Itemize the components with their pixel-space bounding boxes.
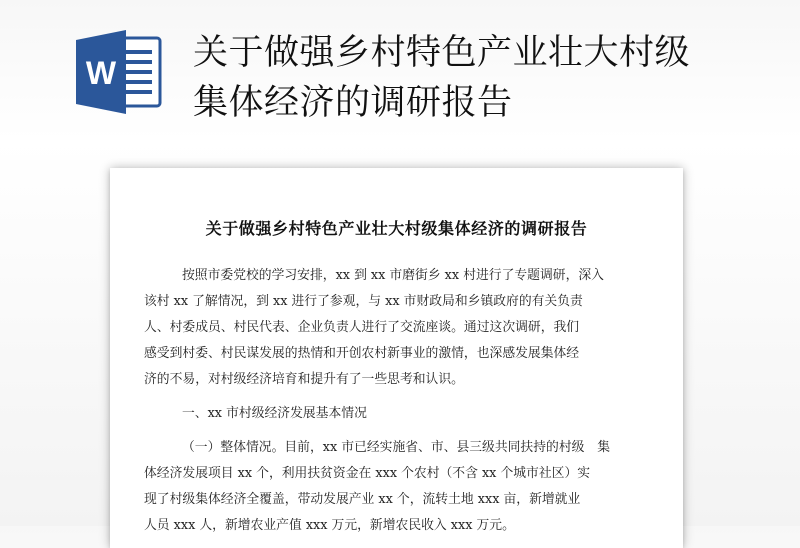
header (0, 0, 800, 150)
body-line: 该村 xx 了解情况，到 xx 进行了参观，与 xx 市财政局和乡镇政府的有关负责 (144, 294, 583, 309)
body-line: 体经济发展项目 xx 个，利用扶贫资金在 xxx 个农村（不含 xx 个城市社区）实 (144, 466, 591, 481)
section-heading: 一、xx 市村级经济发展基本情况 (182, 406, 367, 421)
body-line: （一）整体情况。目前，xx 市已经实施省、市、县三级共同扶持的村级 集 (182, 440, 611, 455)
header-title (193, 28, 783, 128)
body-line: 按照市委党校的学习安排，xx 到 xx 市磨街乡 xx 村进行了专题调研，深入 (182, 268, 604, 283)
body-line: 感受到村委、村民谋发展的热情和开创农村新事业的激情，也深感发展集体经 (144, 346, 580, 361)
header-title-line-2: 集体经济的调研报告 (193, 83, 513, 123)
word-icon (72, 26, 164, 118)
body-line: 济的不易，对村级经济培育和提升有了一些思考和认识。 (144, 372, 464, 387)
word-icon-letter: W (85, 55, 117, 91)
document-page (110, 168, 683, 548)
document-title: 关于做强乡村特色产业壮大村级集体经济的调研报告 (205, 219, 588, 238)
body-line: 人、村委成员、村民代表、企业负责人进行了交流座谈。通过这次调研，我们 (144, 320, 580, 335)
body-line: 现了村级集体经济全覆盖，带动发展产业 xx 个，流转土地 xxx 亩，新增就业 (144, 492, 581, 507)
header-title-line-1: 关于做强乡村特色产业壮大村级 (193, 33, 691, 73)
document-body (144, 263, 650, 539)
body-line: 人员 xxx 人，新增农业产值 xxx 万元，新增农民收入 xxx 万元。 (144, 518, 515, 533)
